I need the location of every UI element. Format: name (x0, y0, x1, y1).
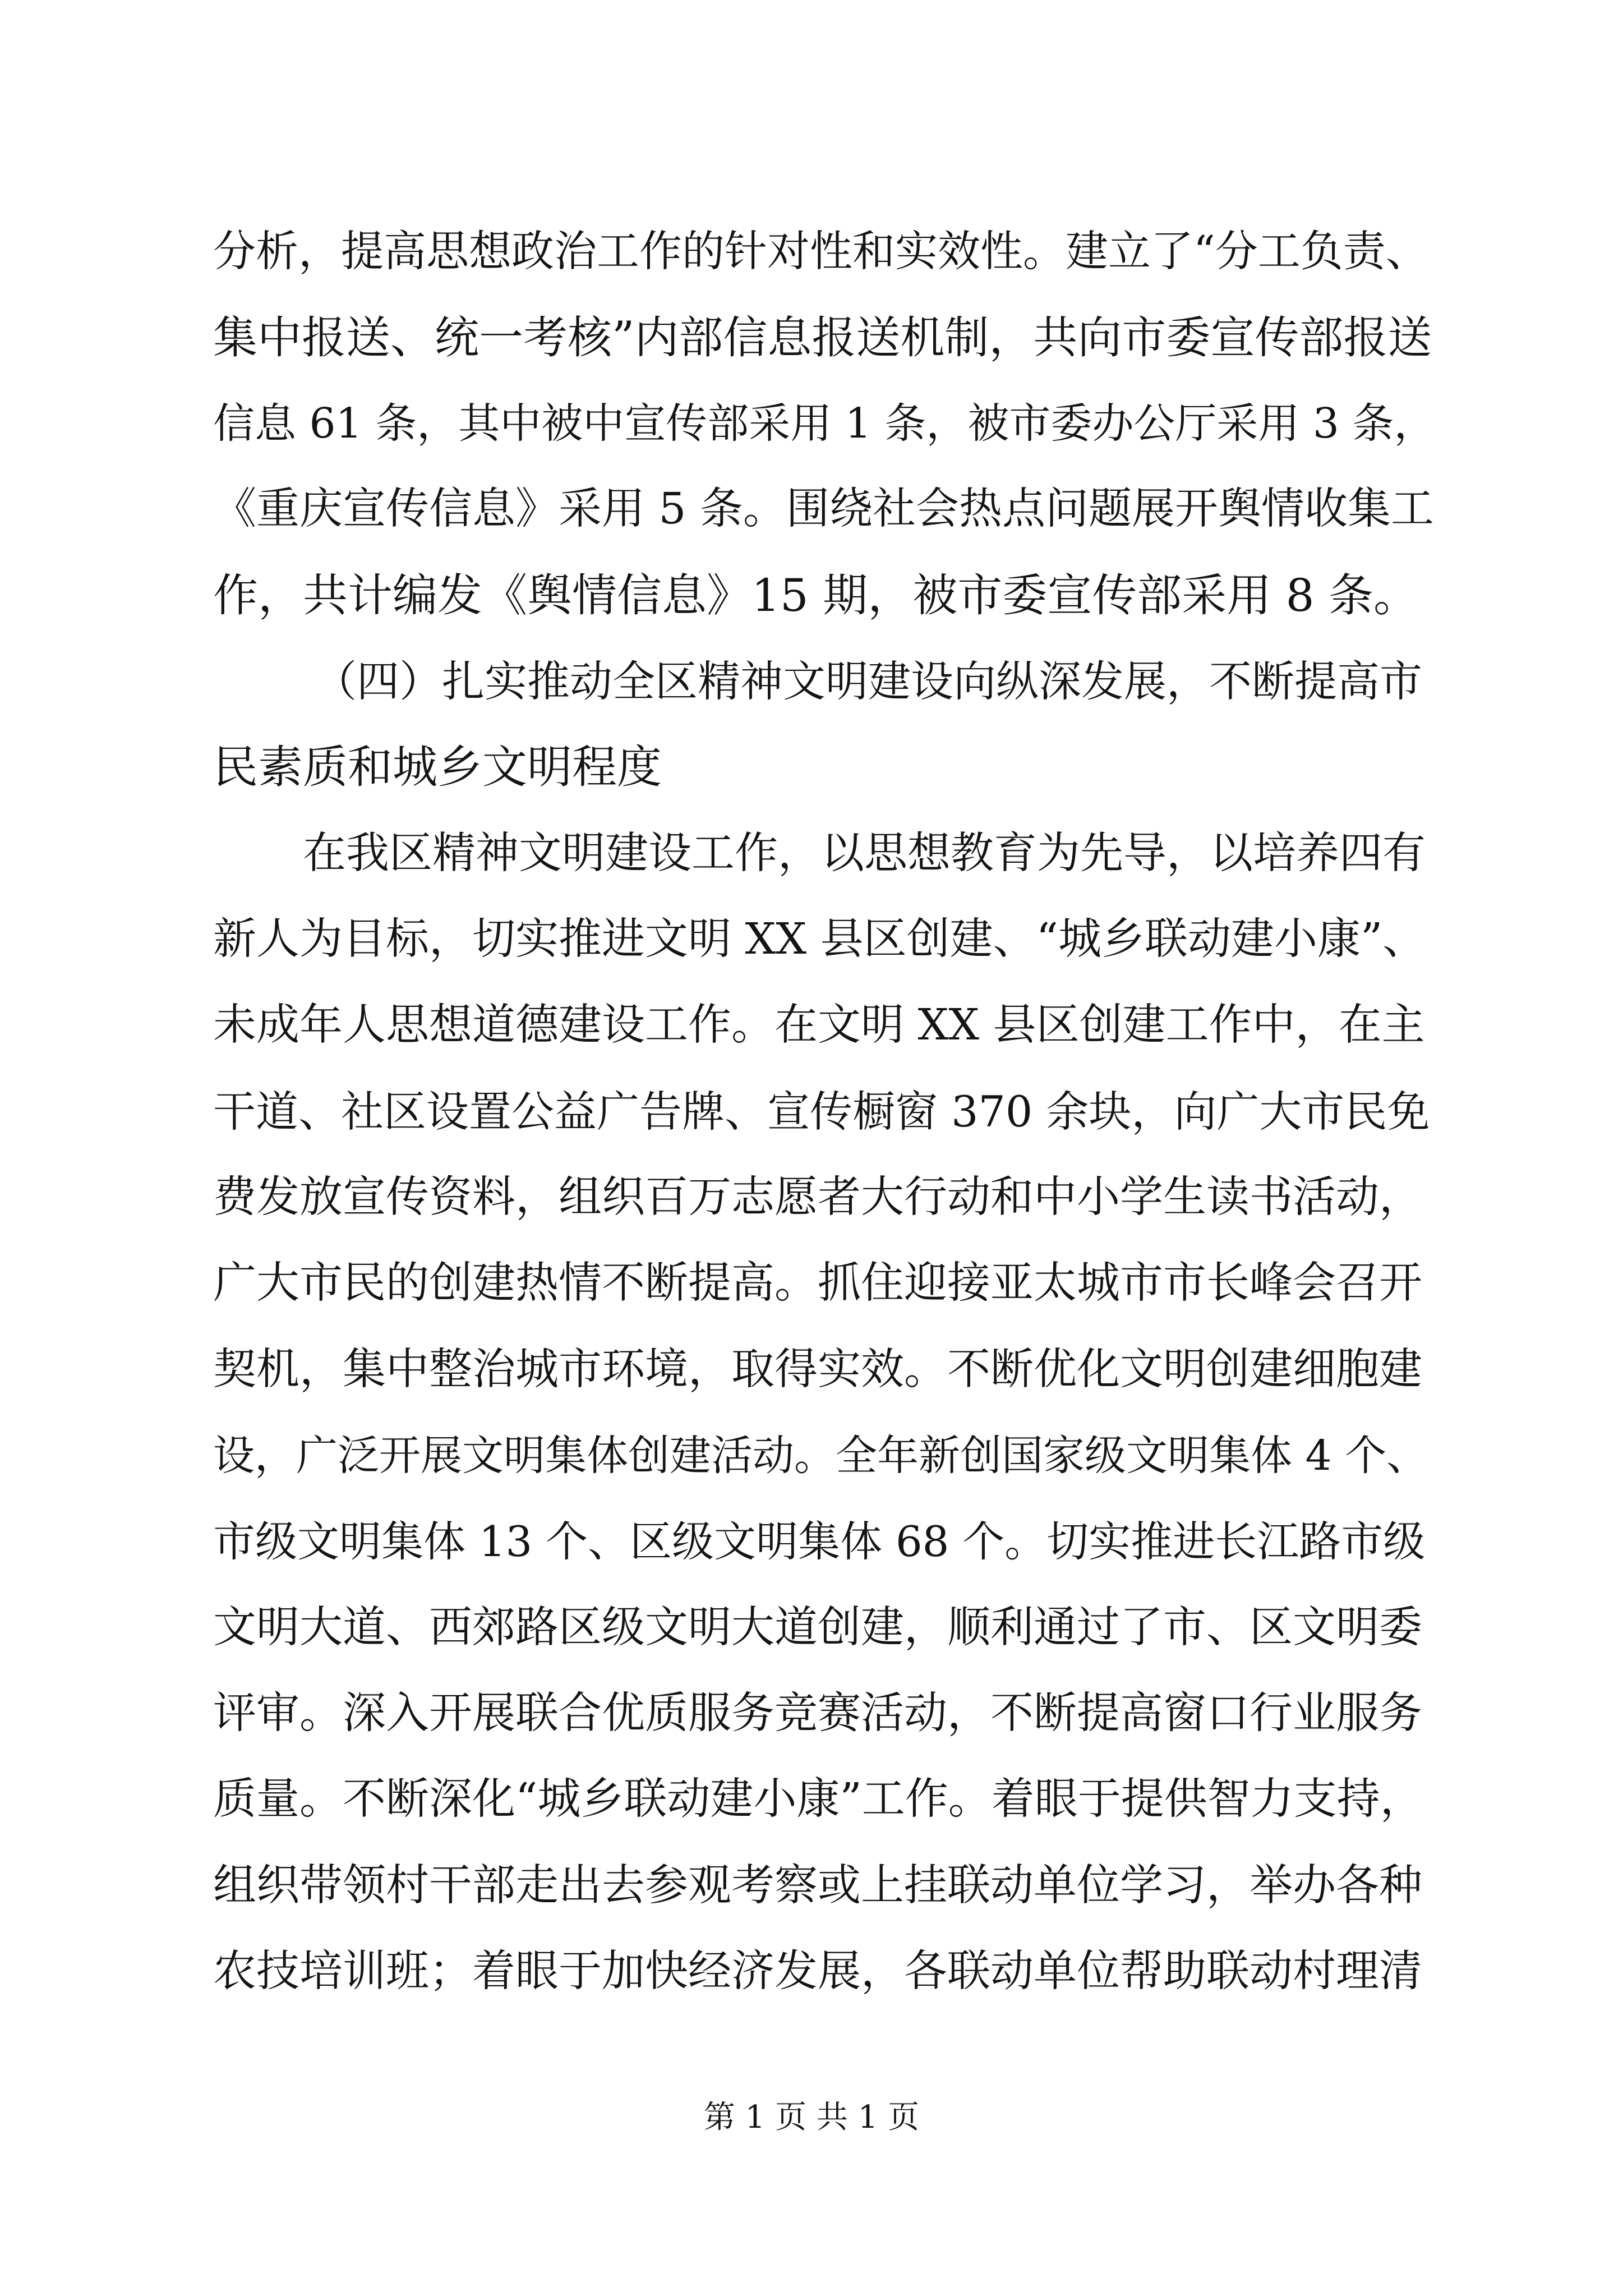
page-footer: 第 1 页 共 1 页 (703, 2099, 920, 2136)
body-text-line: 费发放宣传资料，组织百万志愿者大行动和中小学生读书活动， (213, 1172, 1422, 1222)
body-text-line: 组织带领村干部走出去参观考察或上挂联动单位学习，举办各种 (213, 1861, 1422, 1911)
body-text-line: 广大市民的创建热情不断提高。抓住迎接亚太城市市长峰会召开 (213, 1258, 1422, 1308)
body-text-line: 新人为目标，切实推进文明 XX 县区创建、“城乡联动建小康”、 (213, 914, 1426, 964)
section-heading: （四）扎实推动全区精神文明建设向纵深发展，不断提高市 (314, 656, 1422, 706)
body-text-line: 契机，集中整治城市环境，取得实效。不断优化文明创建细胞建 (213, 1345, 1422, 1395)
body-text-line: 作，共计编发《舆情信息》15 期，被市委宣传部采用 8 条。 (213, 569, 1418, 622)
body-text-line: 市级文明集体 13 个、区级文明集体 68 个。切实推进长江路市级 (213, 1517, 1426, 1566)
body-text-line: 评审。深入开展联合优质服务竞赛活动，不断提高窗口行业服务 (213, 1688, 1422, 1738)
body-text-line: 《重庆宣传信息》采用 5 条。围绕社会热点问题展开舆情收集工 (213, 484, 1434, 534)
body-text-line: 文明大道、西郊路区级文明大道创建，顺利通过了市、区文明委 (213, 1603, 1422, 1653)
body-text-line: 农技培训班；着眼于加快经济发展，各联动单位帮助联动村理清 (213, 1947, 1422, 1996)
body-text-line: 信息 61 条，其中被中宣传部采用 1 条，被市委办公厅采用 3 条， (213, 399, 1436, 448)
body-text-line: 集中报送、统一考核”内部信息报送机制，共向市委宣传部报送 (213, 312, 1432, 364)
body-text-line: 未成年人思想道德建设工作。在文明 XX 县区创建工作中，在主 (213, 1000, 1425, 1050)
body-text-line: 分析，提高思想政治工作的针对性和实效性。建立了“分工负责、 (213, 226, 1428, 276)
body-text-line: 设，广泛开展文明集体创建活动。全年新创国家级文明集体 4 个、 (213, 1432, 1428, 1480)
body-text-line: 干道、社区设置公益广告牌、宣传橱窗 370 余块，向广大市民免 (213, 1087, 1430, 1137)
body-text-line: 质量。不断深化“城乡联动建小康”工作。着眼于提供智力支持， (213, 1774, 1423, 1824)
section-heading-continuation: 民素质和城乡文明程度 (213, 741, 662, 793)
paragraph-first-line: 在我区精神文明建设工作，以思想教育为先导，以培养四有 (303, 829, 1426, 878)
